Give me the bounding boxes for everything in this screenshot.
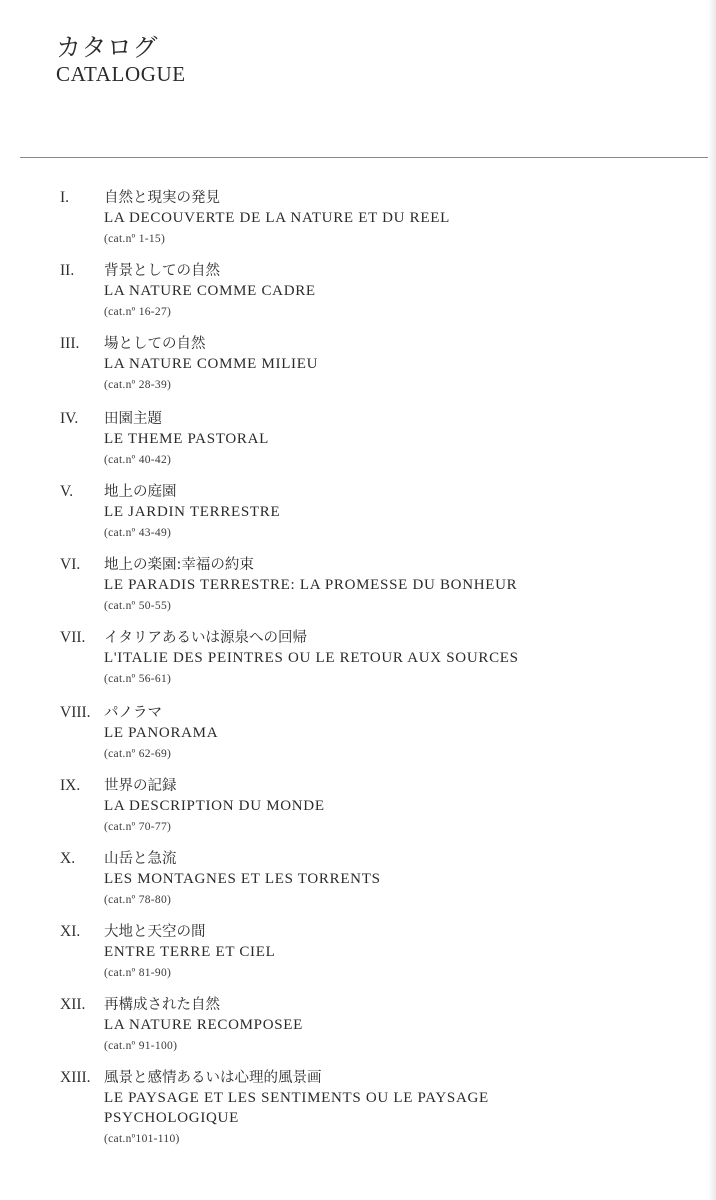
section-catalogue-range: (cat.nº 70-77) (104, 821, 172, 833)
section-title-japanese: 田園主題 (104, 411, 162, 427)
section-catalogue-range: (cat.nº 40-42) (104, 454, 172, 466)
section-numeral: VII. (60, 629, 86, 646)
section-title-french: LE PARADIS TERRESTRE: LA PROMESSE DU BONHEUR (104, 577, 518, 593)
section-title-japanese: 自然と現実の発見 (104, 190, 220, 206)
section-title-japanese: パノラマ (104, 705, 162, 721)
section-catalogue-range: (cat.nº 16-27) (104, 306, 172, 318)
page-title-english: CATALOGUE (56, 62, 186, 86)
section-catalogue-range: (cat.nº 28-39) (104, 379, 172, 391)
section-title-french: LE JARDIN TERRESTRE (104, 504, 281, 520)
section-catalogue-range: (cat.nº 1-15) (104, 233, 166, 245)
section-numeral: XIII. (60, 1069, 91, 1086)
section-title-japanese: 背景としての自然 (104, 263, 220, 279)
section-text (104, 555, 664, 615)
section-title-japanese: 風景と感情あるいは心理的風景画 (104, 1070, 322, 1086)
section-title-japanese: 地上の庭園 (104, 484, 177, 500)
section-text (104, 776, 664, 836)
section-numeral: XII. (60, 996, 86, 1013)
section-text (104, 188, 664, 248)
section-title-french: LE THEME PASTORAL (104, 431, 269, 447)
section-title-french: LA NATURE COMME MILIEU (104, 356, 319, 372)
section-numeral: VIII. (60, 704, 91, 721)
section-numeral: III. (60, 335, 80, 352)
header-divider (20, 157, 708, 158)
section-title-japanese: 山岳と急流 (104, 851, 177, 867)
section-text (104, 261, 664, 321)
section-text (104, 995, 664, 1055)
section-catalogue-range: (cat.nº 78-80) (104, 894, 172, 906)
section-text (104, 628, 664, 688)
section-text (104, 703, 664, 763)
section-catalogue-range: (cat.nº 50-55) (104, 600, 172, 612)
section-title-french: L'ITALIE DES PEINTRES OU LE RETOUR AUX SOURCES (104, 650, 519, 666)
section-catalogue-range: (cat.nº 43-49) (104, 527, 172, 539)
section-text (104, 849, 664, 909)
page-title-japanese: カタログ (56, 33, 159, 62)
page-edge-shadow (708, 0, 716, 1200)
section-catalogue-range: (cat.nº101-110) (104, 1133, 180, 1145)
section-catalogue-range: (cat.nº 62-69) (104, 748, 172, 760)
section-numeral: I. (60, 189, 70, 206)
section-title-french: LA NATURE COMME CADRE (104, 283, 316, 299)
section-title-french: LA DESCRIPTION DU MONDE (104, 798, 325, 814)
section-text (104, 922, 664, 982)
section-numeral: VI. (60, 556, 81, 573)
section-title-japanese: 再構成された自然 (104, 997, 220, 1013)
section-title-japanese: 場としての自然 (104, 336, 206, 352)
section-text (104, 482, 664, 542)
section-title-japanese: イタリアあるいは源泉への回帰 (104, 630, 307, 646)
section-numeral: X. (60, 850, 76, 867)
section-title-french: LES MONTAGNES ET LES TORRENTS (104, 871, 381, 887)
section-title-french: LE PANORAMA (104, 725, 219, 741)
section-numeral: V. (60, 483, 74, 500)
section-numeral: IX. (60, 777, 81, 794)
section-title-japanese: 世界の記録 (104, 778, 177, 794)
section-title-french: LA DECOUVERTE DE LA NATURE ET DU REEL (104, 210, 450, 226)
section-text (104, 409, 664, 469)
section-catalogue-range: (cat.nº 56-61) (104, 673, 172, 685)
section-title-french: ENTRE TERRE ET CIEL (104, 944, 276, 960)
section-catalogue-range: (cat.nº 91-100) (104, 1040, 178, 1052)
section-numeral: XI. (60, 923, 81, 940)
section-title-japanese: 地上の楽園:幸福の約束 (104, 557, 254, 573)
section-text (104, 1068, 664, 1148)
section-title-french: LE PAYSAGE ET LES SENTIMENTS OU LE PAYSAGE PSYCHOLOGIQUE (104, 1090, 489, 1126)
section-numeral: II. (60, 262, 75, 279)
section-numeral: IV. (60, 410, 79, 427)
section-catalogue-range: (cat.nº 81-90) (104, 967, 172, 979)
section-title-french: LA NATURE RECOMPOSEE (104, 1017, 304, 1033)
section-title-japanese: 大地と天空の間 (104, 924, 206, 940)
section-text (104, 334, 664, 394)
